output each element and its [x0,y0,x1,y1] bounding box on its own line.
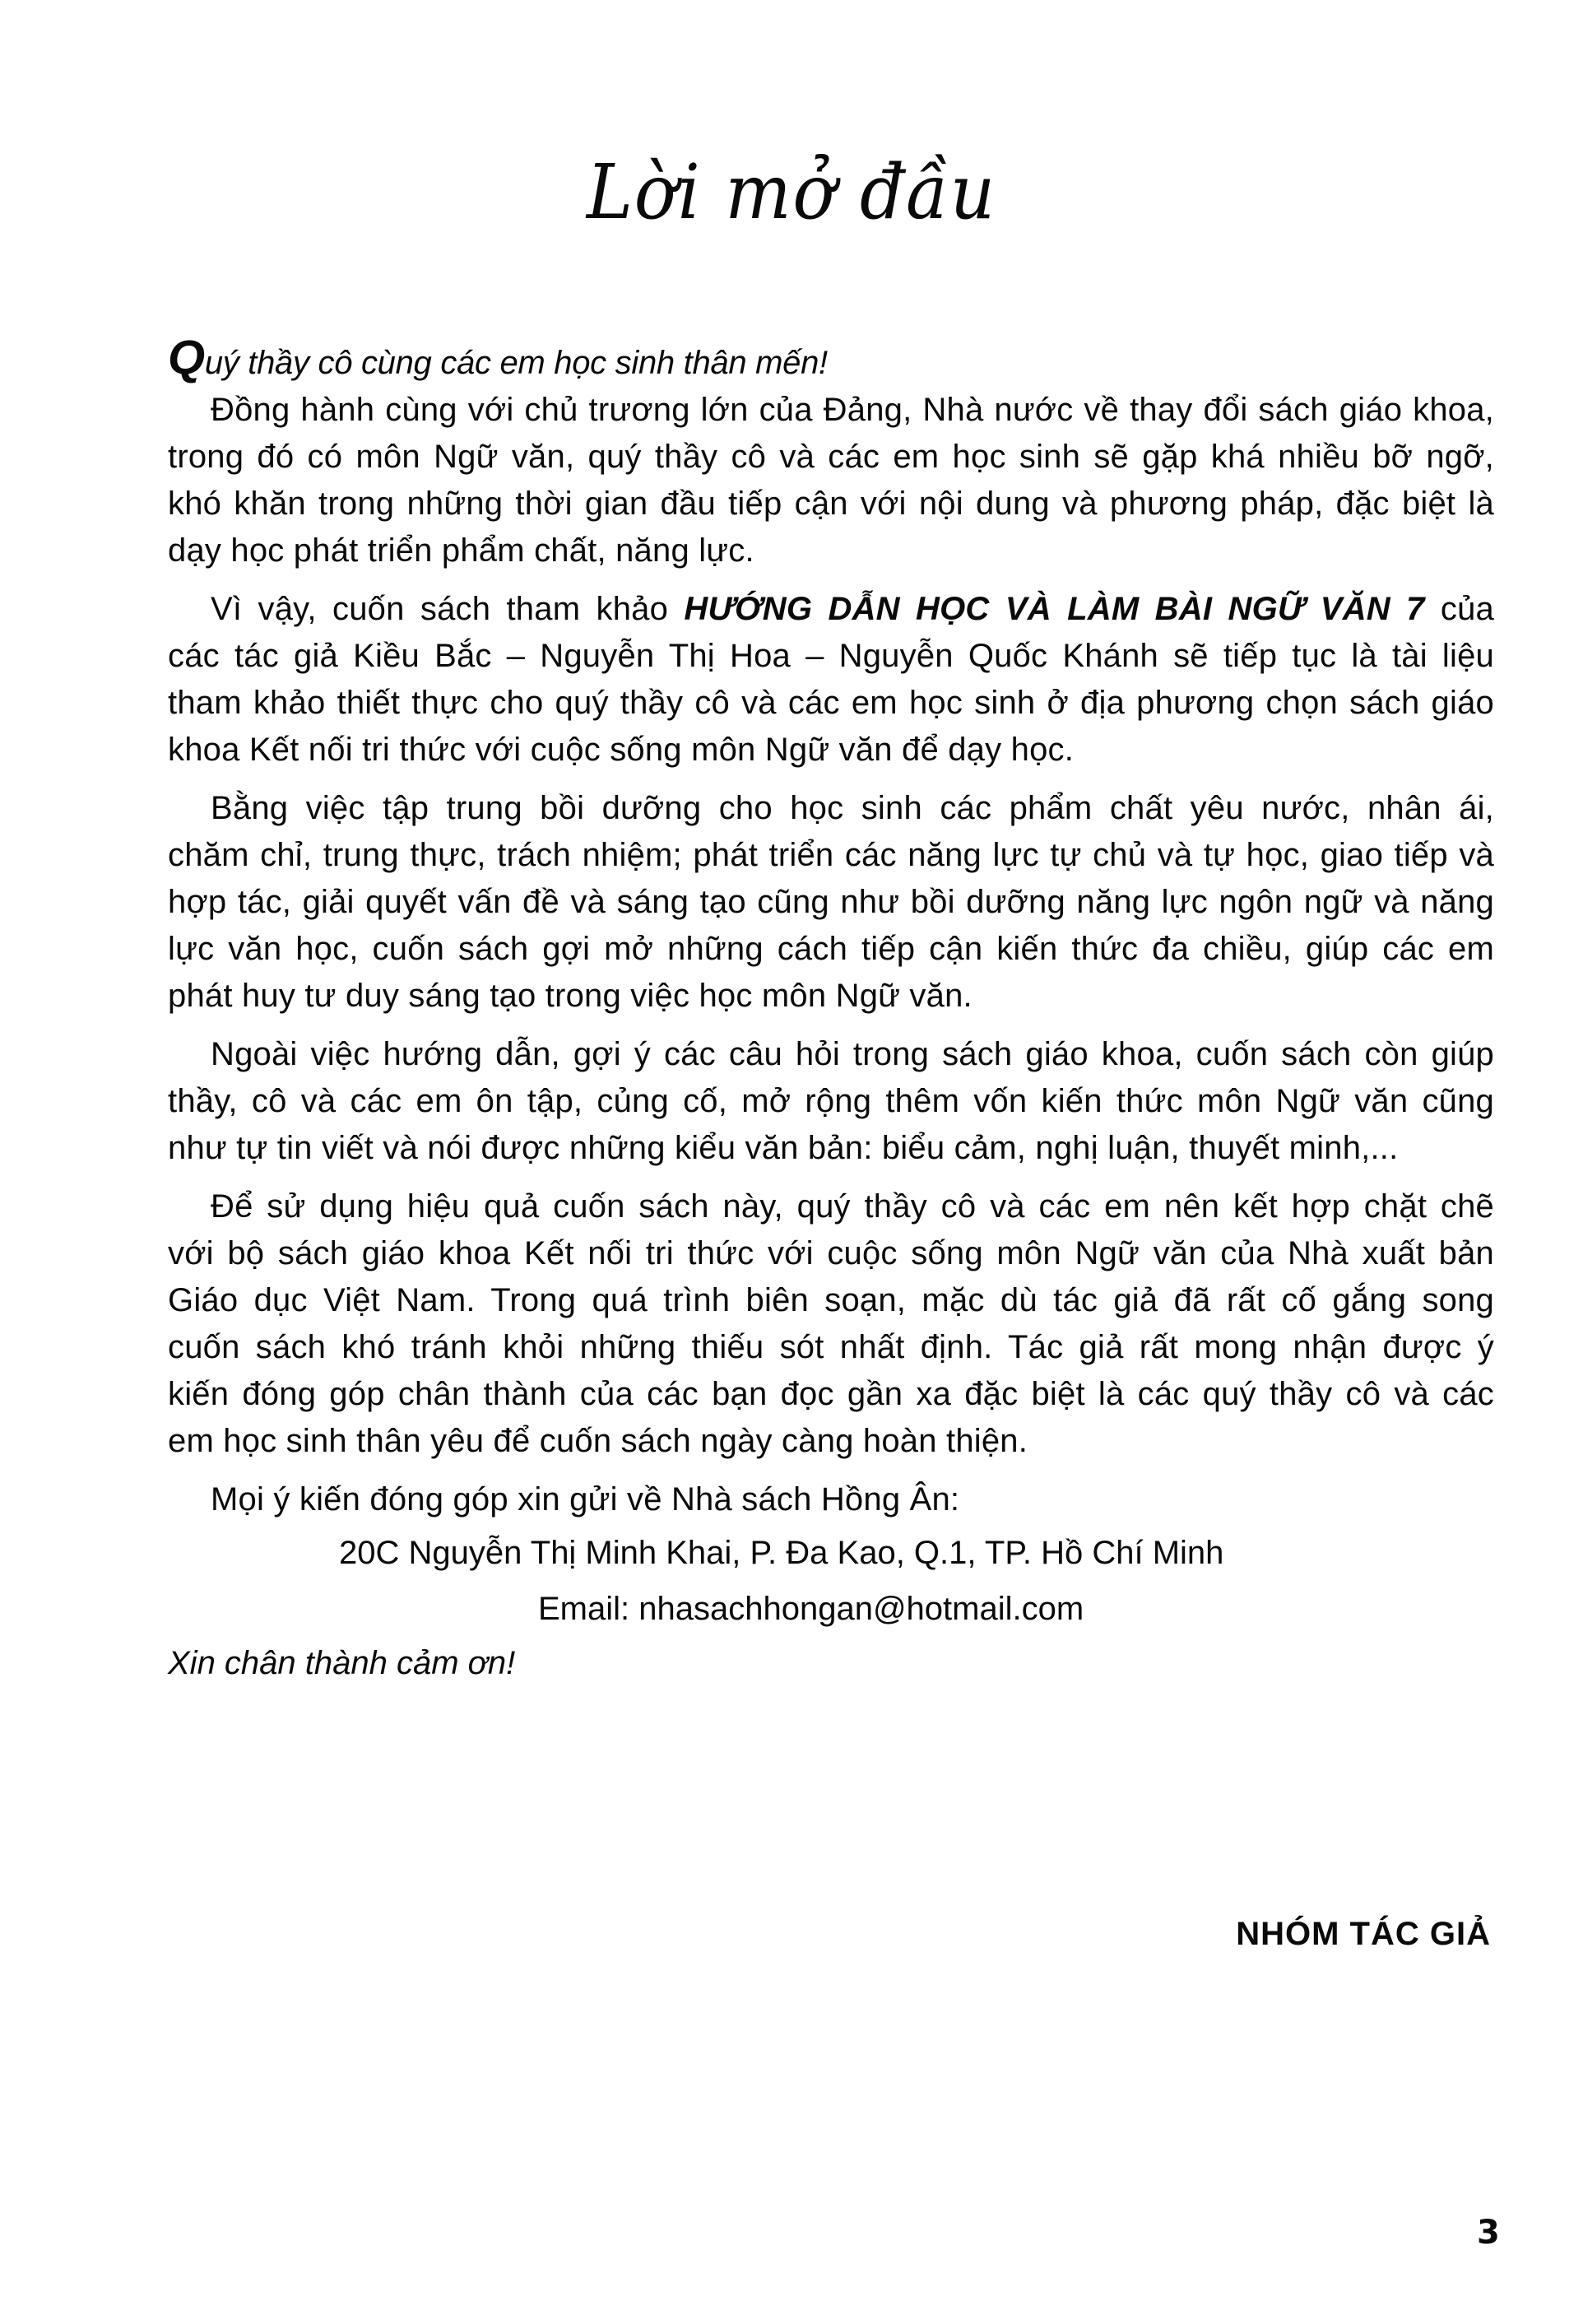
page-title: Lời mở đầu [586,148,997,236]
salutation [168,329,1494,387]
paragraph-4 [168,1031,1494,1172]
text-line: phát huy tư duy sáng tạo trong việc học môn Ngữ văn. [168,978,973,1014]
text-line: như tự tin viết và nói được những kiểu văn bản: biểu cảm, nghị luận, thuyết minh,... [168,1130,1399,1166]
contact-block [168,1476,1494,1692]
text-line: Để sử dụng hiệu quả cuốn sách này, quý thầy cô và các em nên kết hợp chặt chẽ [211,1188,1494,1225]
preface-body [168,329,1494,1692]
text-line: cuốn sách khó tránh khỏi những thiếu sót nhất định. Tác giả rất mong nhận được ý [168,1329,1494,1365]
book-title-emphasis: HƯỚNG DẪN HỌC VÀ LÀM BÀI NGỮ VĂN 7 [684,591,1425,627]
text-line: tham khảo thiết thực cho quý thầy cô và các em học sinh ở địa phương chọn sách giáo [168,685,1494,721]
paragraph-3 [168,785,1494,1020]
text-line: Ngoài việc hướng dẫn, gợi ý các câu hỏi trong sách giáo khoa, cuốn sách còn giúp [211,1036,1494,1072]
paragraph-2 [168,586,1494,774]
text-line: với bộ sách giáo khoa Kết nối tri thức với cuộc sống môn Ngữ văn của Nhà xuất bản [168,1235,1494,1271]
text-line: hợp tác, giải quyết vấn đề và sáng tạo cũng như bồi dưỡng năng lực ngôn ngữ và năng [168,884,1494,920]
contact-intro: Mọi ý kiến đóng góp xin gửi về Nhà sách Hồng Ân: [211,1481,960,1518]
paragraph-1 [168,387,1494,574]
text-line: Bằng việc tập trung bồi dưỡng cho học sinh các phẩm chất yêu nước, nhân ái, [211,790,1494,826]
contact-email: Email: nhasachhongan@hotmail.com [538,1591,1084,1627]
text-line: Giáo dục Việt Nam. Trong quá trình biên soạn, mặc dù tác giả đã rất cố gắng song [168,1282,1494,1318]
text-line: lực văn học, cuốn sách gợi mở những cách tiếp cận kiến thức đa chiều, giúp các em [168,931,1494,967]
contact-address: 20C Nguyễn Thị Minh Khai, P. Đa Kao, Q.1, TP. Hồ Chí Minh [339,1535,1224,1571]
text-line: em học sinh thân yêu để cuốn sách ngày càng hoàn thiện. [168,1423,1028,1459]
salutation-text: uý thầy cô cùng các em học sinh thân mến! [204,345,828,381]
author-signature: NHÓM TÁC GIẢ [1236,1916,1491,1952]
text-run: của [1440,591,1494,627]
text-line: kiến đóng góp chân thành của các bạn đọc gần xa đặc biệt là các quý thầy cô và các [168,1376,1494,1412]
paragraph-5 [168,1183,1494,1465]
text-line: Đồng hành cùng với chủ trương lớn của Đảng, Nhà nước về thay đổi sách giáo khoa, [211,392,1494,428]
text-run: Vì vậy, cuốn sách tham khảo [211,591,669,627]
text-line: khó khăn trong những thời gian đầu tiếp cận với nội dung và phương pháp, đặc biệt là [168,486,1494,522]
closing-thanks: Xin chân thành cảm ơn! [168,1645,516,1681]
text-line: các tác giả Kiều Bắc – Nguyễn Thị Hoa – Nguyễn Quốc Khánh sẽ tiếp tục là tài liệu [168,638,1494,674]
text-line: dạy học phát triển phẩm chất, năng lực. [168,532,754,569]
text-line: trong đó có môn Ngữ văn, quý thầy cô và các em học sinh sẽ gặp khá nhiều bỡ ngỡ, [168,439,1494,475]
text-line: chăm chỉ, trung thực, trách nhiệm; phát triển các năng lực tự chủ và tự học, giao tiếp và [168,837,1494,873]
salutation-dropcap: Q [168,331,205,384]
text-line: thầy, cô và các em ôn tập, củng cố, mở rộng thêm vốn kiến thức môn Ngữ văn cũng [168,1083,1494,1119]
text-line: khoa Kết nối tri thức với cuộc sống môn Ngữ văn để dạy học. [168,732,1075,768]
page-number: 3 [1477,2214,1500,2252]
text-line [168,586,1494,633]
